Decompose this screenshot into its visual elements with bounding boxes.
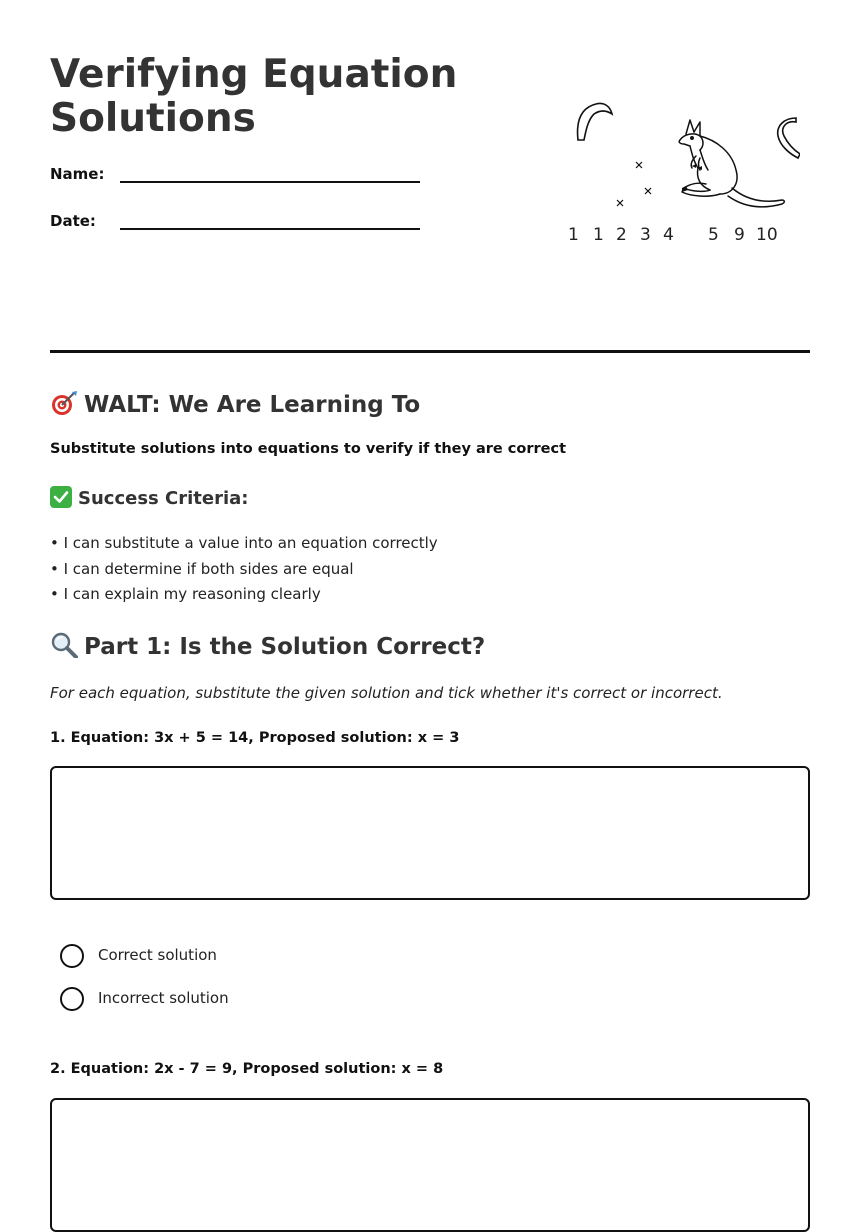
boomerang-right-icon [778, 118, 800, 158]
date-line[interactable] [120, 228, 420, 230]
title-line-1: Verifying Equation [50, 52, 458, 97]
question-2-working-box[interactable] [50, 1098, 810, 1232]
cross-marks [617, 162, 651, 206]
worksheet-header [50, 0, 810, 353]
number-label: 5 [708, 225, 719, 245]
magnifying-glass-icon [50, 632, 78, 658]
check-mark-icon [50, 486, 72, 508]
number-line [560, 225, 800, 251]
question-1-option-incorrect[interactable] [60, 987, 360, 1011]
part1-heading-text: Part 1: Is the Solution Correct? [84, 634, 486, 660]
list-item: • I can substitute a value into an equation correctly [50, 534, 438, 552]
question-1-working-box[interactable] [50, 766, 810, 900]
success-criteria-list [50, 531, 438, 608]
radio-correct[interactable] [60, 944, 84, 968]
part1-instructions: For each equation, substitute the given solution and tick whether it's correct or incorrect. [50, 684, 723, 702]
target-icon [50, 390, 78, 416]
date-label: Date: [50, 212, 96, 230]
number-label: 9 [734, 225, 745, 245]
number-label: 1 [568, 225, 579, 245]
list-item: • I can determine if both sides are equal [50, 559, 354, 578]
worksheet-title [50, 53, 470, 141]
date-field[interactable] [50, 212, 420, 236]
part1-heading [50, 632, 485, 662]
name-label: Name: [50, 165, 105, 183]
question-1-label: 1. Equation: 3x + 5 = 14, Proposed solution: x = 3 [50, 730, 460, 746]
number-label: 4 [663, 225, 674, 245]
name-field[interactable] [50, 165, 420, 189]
number-label: 10 [756, 225, 778, 245]
number-label: 2 [616, 225, 627, 245]
number-label: 3 [640, 225, 651, 245]
walt-objective: Substitute solutions into equations to verify if they are correct [50, 441, 567, 457]
radio-incorrect[interactable] [60, 987, 84, 1011]
title-line-2: Solutions [50, 96, 256, 141]
question-1-option-correct[interactable] [60, 944, 360, 968]
worksheet-page [50, 0, 810, 1077]
option-label: Correct solution [98, 946, 217, 964]
success-criteria-heading [50, 486, 248, 509]
kangaroo-illustration [560, 92, 800, 222]
success-criteria-heading-text: Success Criteria: [78, 488, 249, 509]
name-line[interactable] [120, 181, 420, 183]
option-label: Incorrect solution [98, 989, 229, 1007]
number-label: 1 [593, 225, 604, 245]
boomerang-left-icon [578, 103, 612, 140]
walt-heading-text: WALT: We Are Learning To [84, 392, 421, 418]
list-item: • I can explain my reasoning clearly [50, 585, 321, 603]
walt-heading [50, 390, 420, 420]
question-2-label: 2. Equation: 2x - 7 = 9, Proposed solution: x = 8 [50, 1061, 444, 1077]
kangaroo-boomerang-icon [560, 92, 800, 257]
kangaroo-icon [679, 120, 784, 207]
